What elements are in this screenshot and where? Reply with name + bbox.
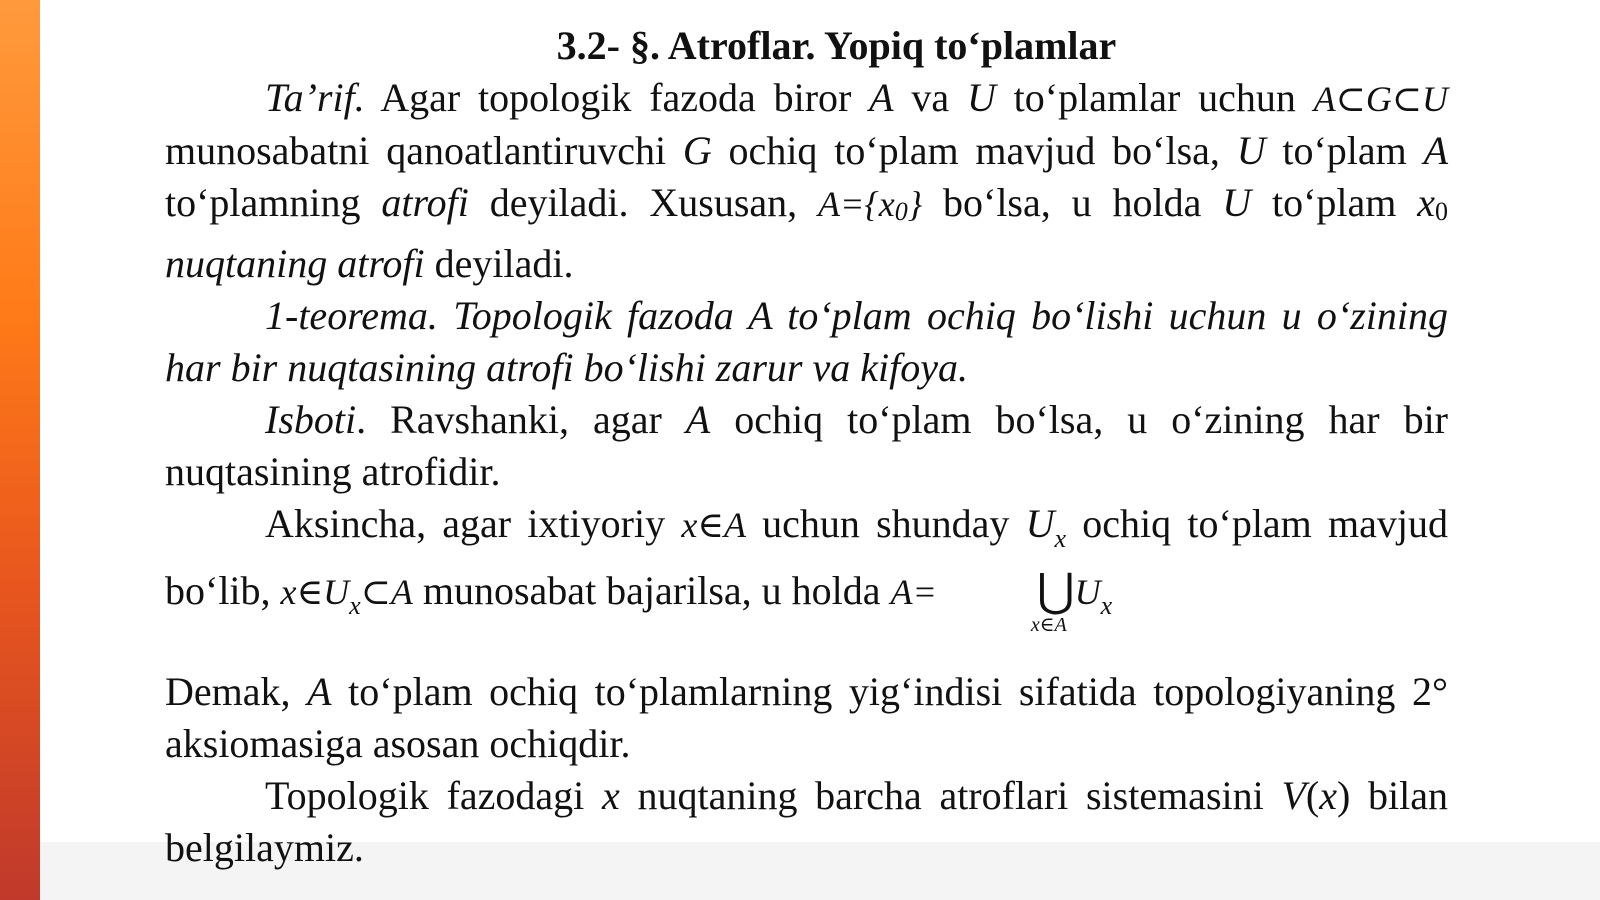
term-nuqtaning-atrofi: nuqtaning atrofi	[165, 241, 425, 286]
math-set-open: A={x	[818, 184, 895, 224]
left-accent-bar	[0, 0, 40, 900]
math-union-formula	[890, 565, 1113, 636]
math-symbol: U	[1074, 572, 1101, 612]
theorem-label: 1-teorema.	[265, 293, 438, 338]
math-symbol: A	[1423, 128, 1449, 173]
text: bilan belgilaymiz.	[165, 773, 1449, 870]
text: to‘plam	[1265, 128, 1424, 173]
math-subscript: x	[1100, 591, 1113, 620]
big-union-symbol: ⋃	[1036, 565, 1075, 616]
text: Topologik fazodagi	[265, 773, 602, 818]
math-subscript: x	[349, 591, 361, 620]
union-index: x∈A	[1030, 614, 1067, 636]
text: ochiq to‘plam mavjud bo‘lsa,	[711, 128, 1237, 173]
text: bo‘lsa, u holda	[943, 180, 1223, 225]
term-atrofi: atrofi	[381, 180, 469, 225]
math-relation	[280, 572, 413, 620]
math-set	[818, 184, 922, 224]
math-symbol: G	[682, 128, 712, 173]
math-symbol: V	[1281, 773, 1306, 818]
document-page	[165, 20, 1448, 874]
math-set-close: }	[907, 184, 923, 224]
math-subscript: 0	[894, 197, 908, 226]
math-symbol: x	[1319, 773, 1337, 818]
text: ochiq to‘plam mavjud bo‘lib,	[165, 501, 1448, 613]
text: Agar topologik fazoda biror	[364, 75, 870, 120]
text: va	[893, 75, 967, 120]
proof-label: Isboti	[265, 397, 357, 442]
section-title: 3.2- §. Atroflar. Yopiq to‘plamlar	[556, 23, 1117, 68]
text: deyiladi. Xususan,	[468, 180, 819, 225]
text: to‘plamning	[165, 180, 382, 225]
math-symbol: U	[1236, 128, 1266, 173]
text: (	[1305, 773, 1320, 818]
math-subscript: 0	[1435, 197, 1449, 226]
definition-paragraph	[165, 72, 1448, 290]
text: uchun shunday	[745, 501, 1026, 546]
math-subscript: x	[1054, 524, 1067, 553]
theorem-paragraph	[165, 290, 1448, 394]
text: to‘plam	[1251, 180, 1418, 225]
math-symbol: A	[307, 669, 332, 714]
final-paragraph	[165, 770, 1448, 874]
math-symbol: U	[966, 75, 996, 120]
converse-paragraph	[165, 498, 1448, 636]
text: to‘plamlar uchun	[995, 75, 1296, 120]
text: deyiladi.	[424, 241, 574, 286]
text: nuqtaning barcha atroflari sistemasini	[619, 773, 1282, 818]
math-symbol: x	[601, 773, 620, 818]
math-symbol: U	[1222, 180, 1252, 225]
math-symbol: A	[869, 75, 894, 120]
math-symbol: x	[1417, 180, 1436, 225]
math-symbol: U	[1025, 501, 1055, 546]
math-relation: x∈A	[681, 505, 746, 545]
math-symbol: A	[685, 397, 711, 442]
definition-label: Ta’rif.	[265, 75, 365, 120]
proof-paragraph	[165, 394, 1448, 498]
text: munosabat bajarilsa, u holda	[412, 568, 891, 613]
union-operator	[937, 565, 1075, 636]
math-part: x∈U	[280, 572, 350, 612]
math-part: A=	[890, 572, 937, 612]
text: )	[1336, 773, 1351, 818]
text: munosabatni qanoatlantiruvchi	[165, 128, 683, 173]
text: Aksincha, agar ixtiyoriy	[265, 501, 682, 546]
text: . Ravshanki, agar	[356, 397, 686, 442]
theorem-text: Topologik fazoda A to‘plam ochiq bo‘lishi uchun u o‘zining har bir nuqtasining atrofi bo‘lishi zarur va kifoya.	[165, 293, 1448, 390]
math-relation: A⊂G⊂U	[1313, 79, 1448, 119]
math-part: ⊂A	[360, 572, 413, 612]
text: ochiq to‘plam bo‘lsa, u o‘zining har bir nuqtasining atrofidir.	[165, 397, 1449, 494]
text: Demak,	[165, 669, 308, 714]
text: to‘plam ochiq to‘plamlarning yig‘indisi sifatida topologiyaning 2° aksiomasiga asosan ochiqdir.	[165, 669, 1448, 766]
conclusion-paragraph	[165, 666, 1448, 770]
